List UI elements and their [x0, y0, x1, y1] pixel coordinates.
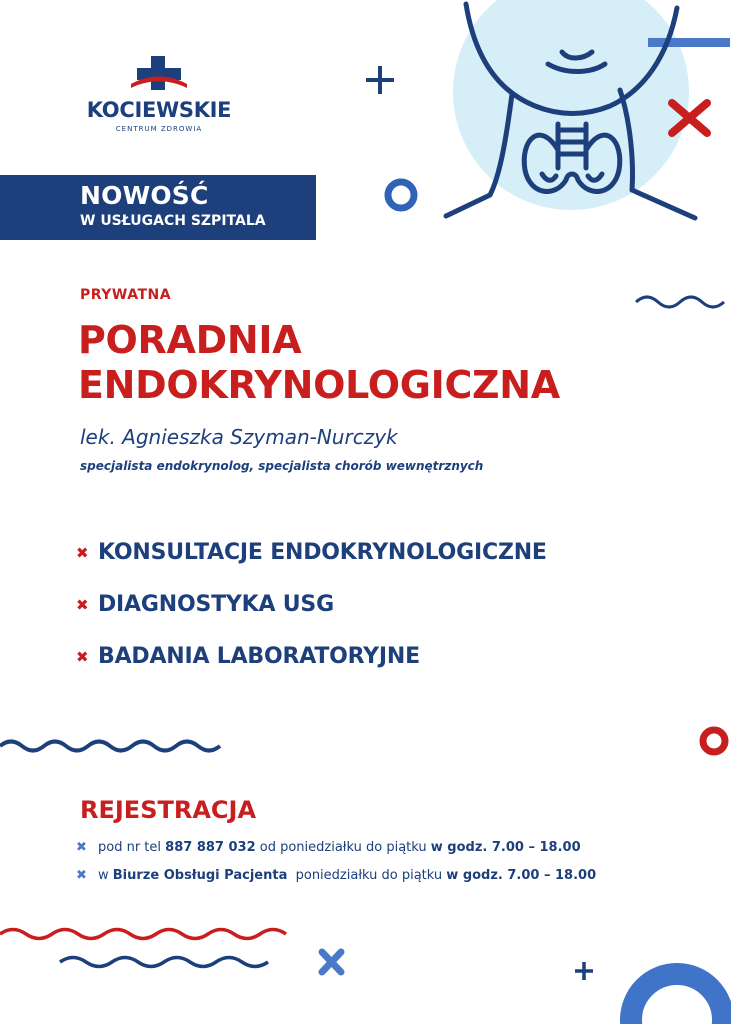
plus-mark-top: [366, 66, 394, 94]
cross-logo-icon: [129, 54, 189, 94]
page-title: [78, 318, 560, 408]
office-hours: w godz. 7.00 – 18.00: [446, 868, 597, 883]
office-middle: poniedziałku do piątku: [287, 868, 447, 883]
title-line2: ENDOKRYNOLOGICZNA: [78, 363, 560, 407]
heading-kicker: PRYWATNA: [80, 287, 172, 303]
red-x-bullet-icon: ✖: [76, 595, 89, 614]
red-x-bullet-icon: ✖: [76, 647, 89, 666]
wave-right-top: [636, 297, 724, 307]
phone-number: 887 887 032: [165, 840, 256, 855]
news-banner: [0, 175, 316, 240]
blue-x-mark: [322, 952, 341, 972]
service-label: KONSULTACJE ENDOKRYNOLOGICZNE: [98, 540, 547, 565]
wave-left-middle: [0, 742, 220, 751]
logo-subtitle: CENTRUM ZDROWIA: [115, 125, 203, 133]
office-prefix: w: [98, 868, 113, 883]
doctor-specialty: specjalista endokrynolog, specjalista chorób wewnętrznych: [80, 459, 484, 473]
phone-middle: od poniedziałku do piątku: [255, 840, 431, 855]
banner-line2: W USŁUGACH SZPITALA: [80, 213, 266, 229]
ring-navy: [388, 182, 414, 208]
thyroid-illustration-icon: [446, 0, 730, 218]
office-name: Biurze Obsługi Pacjenta: [112, 868, 288, 883]
hospital-logo: [78, 54, 240, 133]
wave-red-bottom: [0, 930, 286, 939]
plus-mark-bottom: [575, 962, 593, 980]
red-x-bullet-icon: ✖: [76, 543, 89, 562]
large-ring-blue: [631, 974, 723, 1024]
illustration-circle: [453, 0, 689, 210]
registration-title: REJESTRACJA: [80, 796, 257, 824]
illustration-bar: [648, 38, 730, 47]
service-label: DIAGNOSTYKA USG: [98, 592, 334, 617]
blue-x-bullet-icon: ✖: [76, 840, 87, 855]
ring-red: [703, 730, 725, 752]
registration-phone-line: [76, 840, 581, 855]
doctor-name: lek. Agnieszka Szyman-Nurczyk: [80, 425, 398, 449]
blue-x-bullet-icon: ✖: [76, 868, 87, 883]
service-label: BADANIA LABORATORYJNE: [98, 644, 420, 669]
registration-office-line: [76, 868, 596, 883]
service-item: [76, 644, 420, 669]
wave-navy-bottom: [60, 958, 268, 967]
phone-prefix: pod nr tel: [98, 840, 166, 855]
phone-hours: w godz. 7.00 – 18.00: [430, 840, 581, 855]
banner-line1: NOWOŚĆ: [80, 181, 209, 210]
service-item: [76, 540, 547, 565]
title-line1: PORADNIA: [78, 318, 302, 362]
service-item: [76, 592, 334, 617]
logo-name: KOCIEWSKIE: [86, 98, 232, 122]
